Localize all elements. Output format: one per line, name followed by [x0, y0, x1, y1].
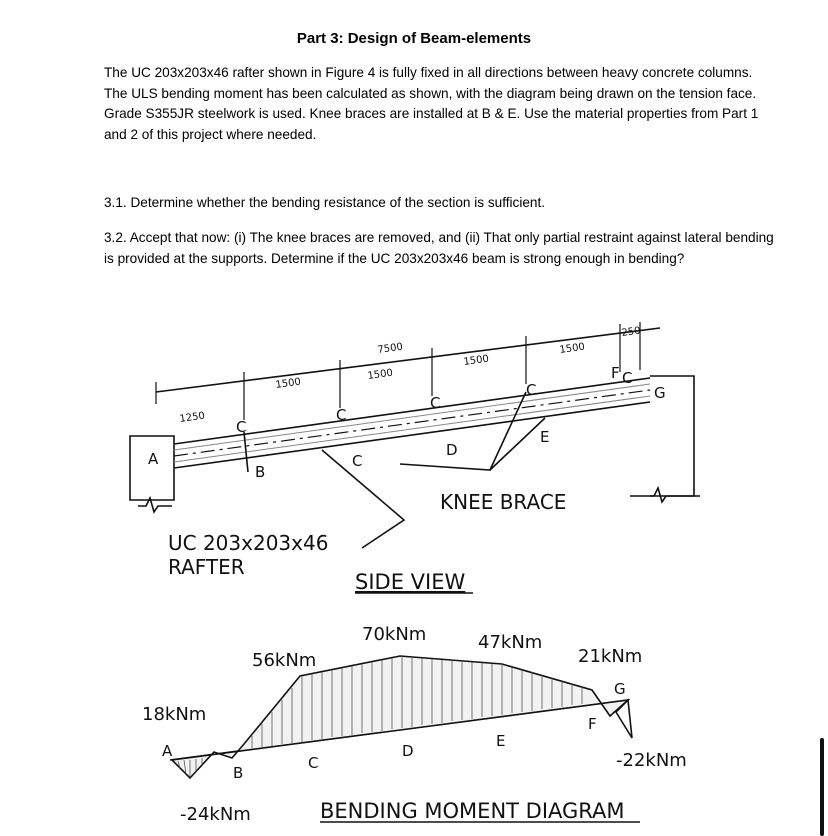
- restraint-mark-b: C: [236, 418, 247, 436]
- bmd-value-b: -24kNm: [180, 804, 251, 825]
- restraint-mark-e: C: [526, 381, 537, 399]
- section-leader-line: [322, 450, 404, 548]
- side-point-f: F: [611, 364, 620, 382]
- bmd-value-f: 21kNm: [578, 646, 643, 667]
- dim-1500-2: 1500: [366, 367, 394, 382]
- dim-total-7500: 7500: [376, 341, 404, 356]
- side-point-d: D: [446, 441, 458, 459]
- question-3-2: 3.2. Accept that now: (i) The knee braces are removed, and (ii) That only partial restraint against lateral bending is provided at the supports. Determine if the UC 203x203x46 beam is strong enough in bending?: [104, 230, 774, 266]
- intro-paragraph: The UC 203x203x46 rafter shown in Figure 4 is fully fixed in all directions between heavy concrete columns. The ULS bending moment has been calculated as shown, with the diagram being drawn on the tension face. Grade S355JR steelwork is used. Knee braces are installed at B & E. Use the material properties from Part 1 and 2 of this project where needed.: [104, 65, 759, 142]
- side-point-g: G: [654, 384, 666, 402]
- figure-4: [0, 300, 828, 836]
- bmd-value-e: 47kNm: [478, 632, 543, 653]
- side-point-e: E: [540, 428, 550, 446]
- bmd-point-g: G: [614, 680, 626, 698]
- knee-brace-label: KNEE BRACE: [440, 490, 567, 514]
- dim-250: 250: [620, 325, 642, 339]
- page-title: Part 3: Design of Beam-elements: [296, 30, 532, 47]
- restraint-mark-c: C: [336, 406, 347, 424]
- bmd-point-e: E: [496, 732, 506, 750]
- side-point-c: C: [352, 452, 363, 470]
- knee-brace-leader: [490, 418, 545, 470]
- left-column: [130, 436, 174, 500]
- bmd-profile: [172, 656, 628, 778]
- bmd-value-g: -22kNm: [616, 750, 687, 771]
- bmd-value-c: 56kNm: [252, 650, 317, 671]
- right-support-break: [630, 488, 700, 502]
- restraint-mark-f: C: [622, 369, 633, 387]
- side-view-drawing: [130, 322, 700, 594]
- scrollbar[interactable]: [820, 738, 824, 836]
- question-3-1: 3.1. Determine whether the bending resistance of the section is sufficient.: [104, 195, 546, 210]
- side-point-b: B: [255, 463, 266, 481]
- bmd-point-d: D: [402, 742, 414, 760]
- bmd-point-b: B: [233, 764, 244, 782]
- restraint-mark-d: C: [430, 394, 441, 412]
- dimension-line: [156, 328, 660, 392]
- side-point-a: A: [148, 450, 159, 468]
- side-view-title: SIDE VIEW: [355, 570, 466, 594]
- dimension-ticks: [156, 322, 640, 420]
- rafter-label: RAFTER: [168, 555, 245, 579]
- bmd-value-a: 18kNm: [142, 704, 207, 725]
- dim-1250: 1250: [178, 410, 206, 425]
- bending-moment-diagram: [142, 624, 687, 825]
- bmd-value-d: 70kNm: [362, 624, 427, 645]
- bmd-title: BENDING MOMENT DIAGRAM: [320, 799, 625, 823]
- section-label: UC 203x203x46: [168, 531, 329, 555]
- dim-1500-3: 1500: [462, 353, 490, 368]
- dim-1500-1: 1500: [274, 376, 302, 391]
- bmd-point-a: A: [162, 742, 173, 760]
- bmd-point-c: C: [308, 754, 319, 772]
- dim-1500-4: 1500: [558, 341, 586, 356]
- bmd-point-f: F: [588, 715, 597, 733]
